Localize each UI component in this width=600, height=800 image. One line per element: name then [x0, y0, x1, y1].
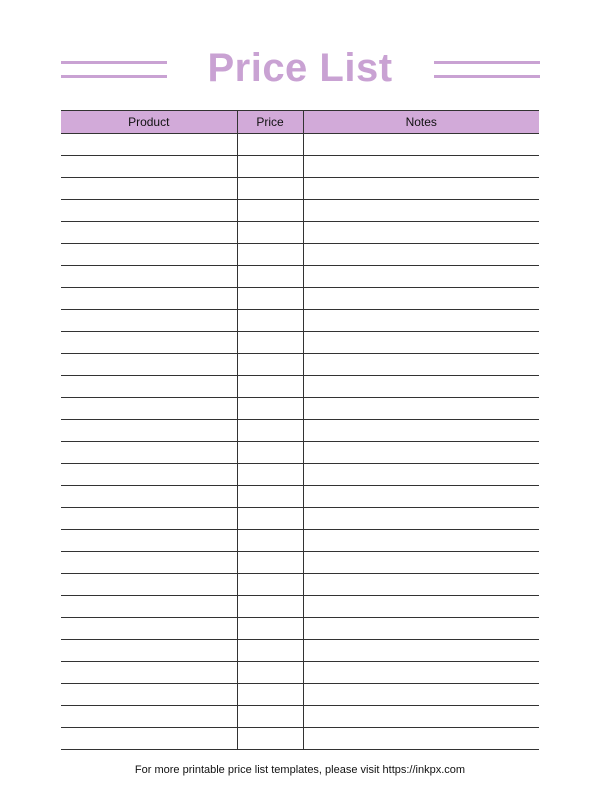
notes-cell[interactable]	[303, 728, 539, 750]
notes-cell[interactable]	[303, 464, 539, 486]
price-cell[interactable]	[237, 266, 303, 288]
title-block	[0, 40, 600, 96]
product-cell[interactable]	[61, 288, 237, 310]
price-cell[interactable]	[237, 156, 303, 178]
product-cell[interactable]	[61, 618, 237, 640]
column-header-product: Product	[61, 111, 237, 134]
price-cell[interactable]	[237, 200, 303, 222]
table-row	[61, 618, 539, 640]
notes-cell[interactable]	[303, 662, 539, 684]
table-row	[61, 332, 539, 354]
product-cell[interactable]	[61, 310, 237, 332]
table-row	[61, 420, 539, 442]
table-row	[61, 200, 539, 222]
notes-cell[interactable]	[303, 684, 539, 706]
decorative-line	[61, 75, 167, 78]
price-cell[interactable]	[237, 706, 303, 728]
price-cell[interactable]	[237, 420, 303, 442]
price-cell[interactable]	[237, 530, 303, 552]
price-cell[interactable]	[237, 178, 303, 200]
notes-cell[interactable]	[303, 486, 539, 508]
table-body	[61, 134, 539, 750]
price-cell[interactable]	[237, 684, 303, 706]
table-row	[61, 464, 539, 486]
price-cell[interactable]	[237, 552, 303, 574]
table-row	[61, 222, 539, 244]
table-row	[61, 178, 539, 200]
product-cell[interactable]	[61, 530, 237, 552]
price-cell[interactable]	[237, 442, 303, 464]
decorative-line	[434, 75, 540, 78]
price-cell[interactable]	[237, 618, 303, 640]
table-row	[61, 442, 539, 464]
price-cell[interactable]	[237, 310, 303, 332]
product-cell[interactable]	[61, 640, 237, 662]
product-cell[interactable]	[61, 266, 237, 288]
notes-cell[interactable]	[303, 420, 539, 442]
price-cell[interactable]	[237, 398, 303, 420]
notes-cell[interactable]	[303, 706, 539, 728]
notes-cell[interactable]	[303, 156, 539, 178]
price-cell[interactable]	[237, 728, 303, 750]
table-row	[61, 244, 539, 266]
page-title: Price List	[207, 46, 393, 90]
product-cell[interactable]	[61, 706, 237, 728]
table-row	[61, 574, 539, 596]
notes-cell[interactable]	[303, 574, 539, 596]
table-row	[61, 486, 539, 508]
table-row	[61, 530, 539, 552]
product-cell[interactable]	[61, 200, 237, 222]
price-cell[interactable]	[237, 354, 303, 376]
product-cell[interactable]	[61, 574, 237, 596]
table-row	[61, 508, 539, 530]
notes-cell[interactable]	[303, 530, 539, 552]
column-header-notes: Notes	[303, 111, 539, 134]
table-row	[61, 684, 539, 706]
table-row	[61, 728, 539, 750]
notes-cell[interactable]	[303, 552, 539, 574]
product-cell[interactable]	[61, 662, 237, 684]
product-cell[interactable]	[61, 244, 237, 266]
table-row	[61, 640, 539, 662]
product-cell[interactable]	[61, 464, 237, 486]
price-cell[interactable]	[237, 574, 303, 596]
notes-cell[interactable]	[303, 618, 539, 640]
price-cell[interactable]	[237, 288, 303, 310]
table-row	[61, 310, 539, 332]
price-cell[interactable]	[237, 332, 303, 354]
product-cell[interactable]	[61, 552, 237, 574]
notes-cell[interactable]	[303, 354, 539, 376]
price-cell[interactable]	[237, 596, 303, 618]
product-cell[interactable]	[61, 420, 237, 442]
product-cell[interactable]	[61, 332, 237, 354]
product-cell[interactable]	[61, 354, 237, 376]
notes-cell[interactable]	[303, 398, 539, 420]
product-cell[interactable]	[61, 178, 237, 200]
notes-cell[interactable]	[303, 244, 539, 266]
table-row	[61, 134, 539, 156]
notes-cell[interactable]	[303, 266, 539, 288]
table-row	[61, 596, 539, 618]
notes-cell[interactable]	[303, 200, 539, 222]
table-row	[61, 354, 539, 376]
table-row	[61, 398, 539, 420]
product-cell[interactable]	[61, 376, 237, 398]
product-cell[interactable]	[61, 222, 237, 244]
product-cell[interactable]	[61, 508, 237, 530]
table-row	[61, 156, 539, 178]
product-cell[interactable]	[61, 442, 237, 464]
notes-cell[interactable]	[303, 332, 539, 354]
price-cell[interactable]	[237, 486, 303, 508]
notes-cell[interactable]	[303, 178, 539, 200]
price-cell[interactable]	[237, 464, 303, 486]
table-row	[61, 376, 539, 398]
table-row	[61, 662, 539, 684]
notes-cell[interactable]	[303, 376, 539, 398]
product-cell[interactable]	[61, 486, 237, 508]
notes-cell[interactable]	[303, 134, 539, 156]
product-cell[interactable]	[61, 728, 237, 750]
price-cell[interactable]	[237, 244, 303, 266]
notes-cell[interactable]	[303, 310, 539, 332]
product-cell[interactable]	[61, 684, 237, 706]
column-header-price: Price	[237, 111, 303, 134]
price-cell[interactable]	[237, 222, 303, 244]
table-row	[61, 706, 539, 728]
decorative-line	[434, 61, 540, 64]
table-row	[61, 288, 539, 310]
table-row	[61, 266, 539, 288]
notes-cell[interactable]	[303, 288, 539, 310]
table-header-row	[61, 111, 539, 134]
footer-note: For more printable price list templates, please visit https://inkpx.com	[134, 764, 466, 776]
product-cell[interactable]	[61, 398, 237, 420]
price-table-container	[61, 110, 539, 750]
price-cell[interactable]	[237, 376, 303, 398]
notes-cell[interactable]	[303, 508, 539, 530]
product-cell[interactable]	[61, 596, 237, 618]
price-cell[interactable]	[237, 662, 303, 684]
notes-cell[interactable]	[303, 222, 539, 244]
notes-cell[interactable]	[303, 442, 539, 464]
price-cell[interactable]	[237, 508, 303, 530]
product-cell[interactable]	[61, 134, 237, 156]
notes-cell[interactable]	[303, 596, 539, 618]
price-cell[interactable]	[237, 134, 303, 156]
price-table	[61, 110, 539, 750]
notes-cell[interactable]	[303, 640, 539, 662]
table-row	[61, 552, 539, 574]
price-cell[interactable]	[237, 640, 303, 662]
product-cell[interactable]	[61, 156, 237, 178]
decorative-line	[61, 61, 167, 64]
